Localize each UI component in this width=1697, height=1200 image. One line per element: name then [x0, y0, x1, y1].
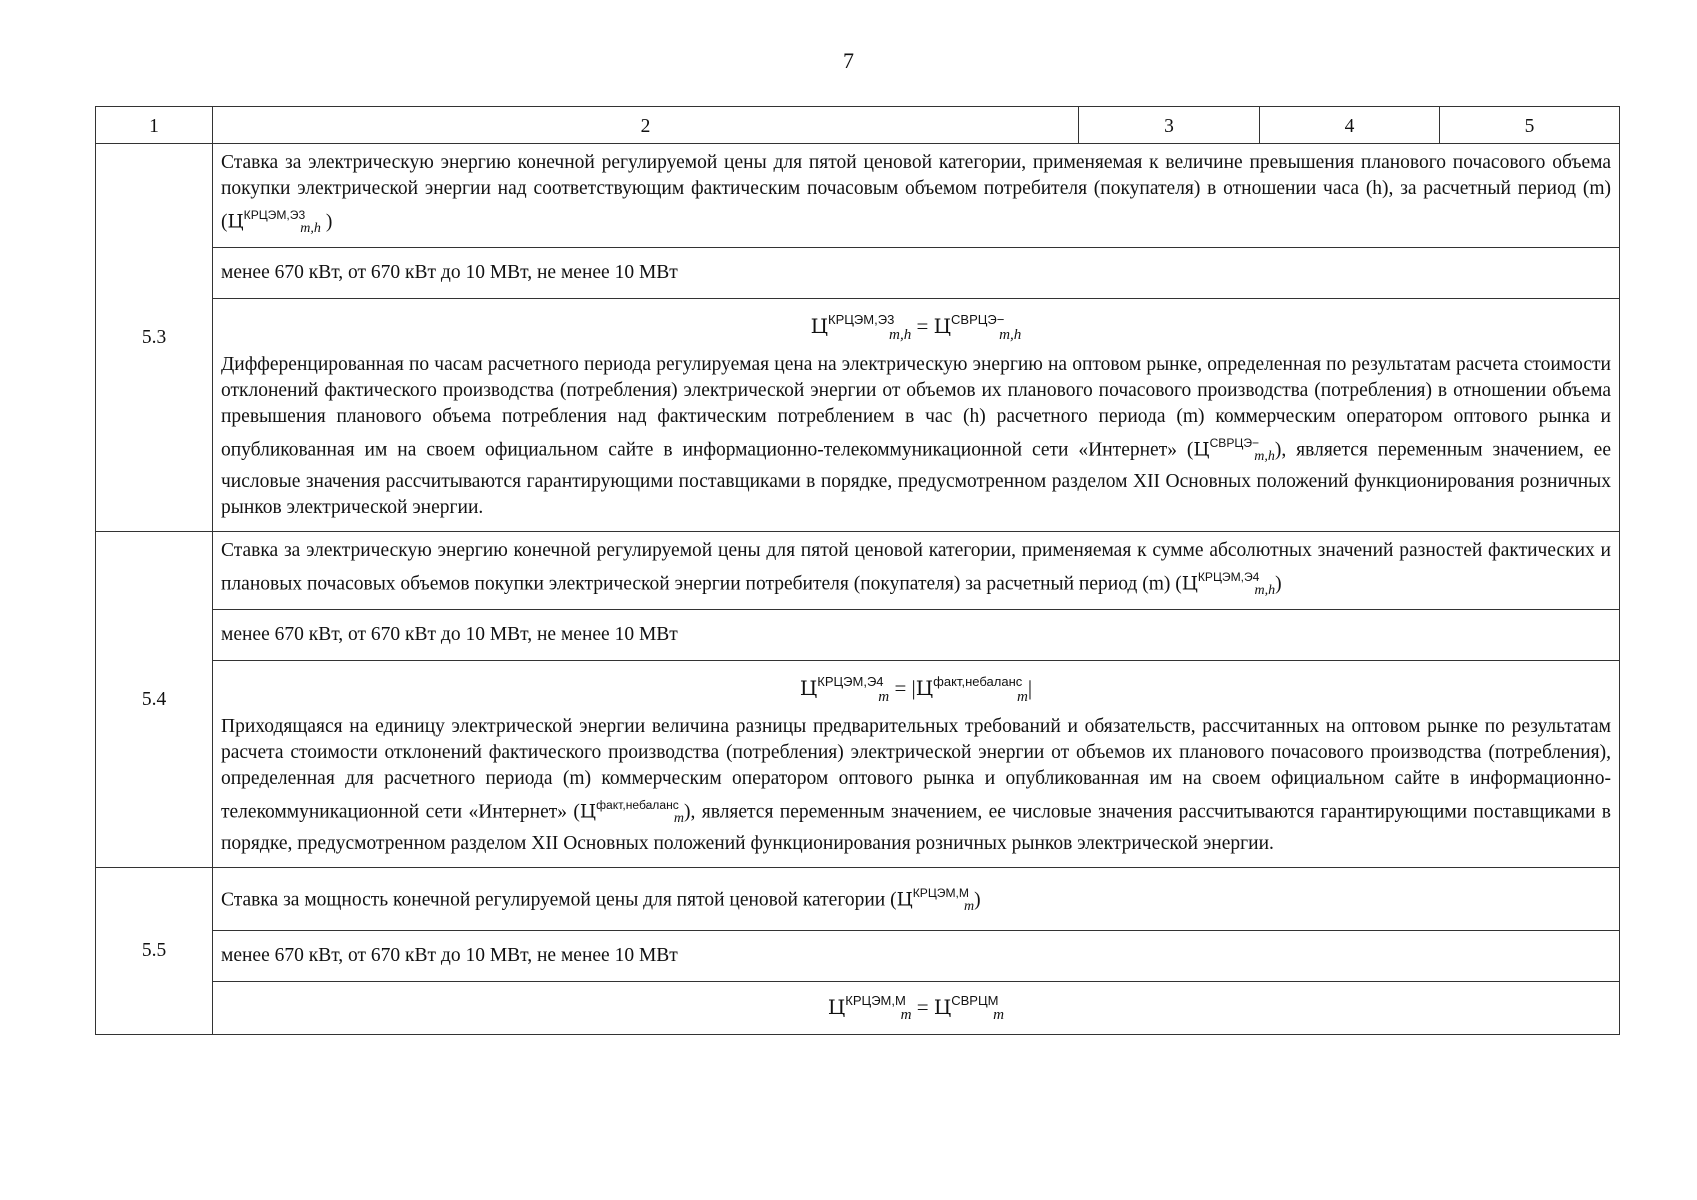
formula: $Ц^{КРЦЭМ,Э4}_m = |Ц^{факт,небаланс}_m|$	[799, 674, 1033, 705]
formula-explanation: Приходящаяся на единицу электрической энергии величина разницы предварительных требований и обязательств, рассчитанных на оптовом рынке по результатам расчета стоимости отклонений фактического производства (потребления) электрической энергии от объемов их планового почасового производства (потребления), определенная для расчетного периода (m) коммерческим оператором оптового рынка и опубликованная им на своем официальном сайте в информационно-телекоммуникационной сети «Интернет» $(Ц^{факт,небаланс}_m)$, является переменным значением, ее числовые значения рассчитываются гарантирующими поставщиками в порядке, предусмотренном разделом XII Основных положений функционирования розничных рынков электрической энергии.	[221, 715, 1611, 855]
formula-cell	[213, 299, 1620, 532]
table-row	[96, 299, 1620, 532]
row-number: 5.5	[96, 868, 213, 1035]
table-row	[96, 248, 1620, 299]
power-range: менее 670 кВт, от 670 кВт до 10 МВт, не менее 10 МВт	[213, 610, 1620, 661]
formula: $Ц^{КРЦЭМ,Э3}_{m,h} = Ц^{СВРЦЭ-}_{m,h}$	[810, 312, 1022, 343]
formula: $Ц^{КРЦЭМ,М}_m = Ц^{СВРЦМ}_m$	[213, 982, 1620, 1035]
rate-title: Ставка за электрическую энергию конечной регулируемой цены для пятой ценовой категории, применяемая к сумме абсолютных значений разностей фактических и плановых почасовых объемов покупки электрической энергии потребителя (покупателя) за расчетный период (m) $(Ц^{КРЦЭМ,Э4}_{m,h})$	[213, 532, 1620, 610]
tariff-table	[95, 106, 1620, 1035]
formula-explanation: Дифференцированная по часам расчетного периода регулируемая цена на электрическую энергию на оптовом рынке, определенная по результатам расчета стоимости отклонений фактического производства (потребления) электрической энергии от объемов их планового почасового производства (потребления) в отношении объема превышения планового объема потребления над фактическим потреблением в час (h) расчетного периода (m) коммерческим оператором оптового рынка и опубликованная им на своем официальном сайте в информационно-телекоммуникационной сети «Интернет» $(Ц^{СВРЦЭ-}_{m,h})$, является переменным значением, ее числовые значения рассчитываются гарантирующими поставщиками в порядке, предусмотренном разделом XII Основных положений функционирования розничных рынков электрической энергии.	[221, 353, 1611, 519]
table-row	[96, 610, 1620, 661]
power-range: менее 670 кВт, от 670 кВт до 10 МВт, не менее 10 МВт	[213, 931, 1620, 982]
header-row	[96, 107, 1620, 144]
header-col-1: 1	[96, 107, 213, 144]
formula-cell	[213, 661, 1620, 868]
header-col-3: 3	[1079, 107, 1260, 144]
header-col-5: 5	[1440, 107, 1620, 144]
table-row	[96, 144, 1620, 248]
rate-title: Ставка за мощность конечной регулируемой цены для пятой ценовой категории $(Ц^{КРЦЭМ,М}_m)$	[213, 868, 1620, 931]
row-number: 5.3	[96, 144, 213, 532]
header-col-2: 2	[213, 107, 1079, 144]
table-row	[96, 661, 1620, 868]
table-row	[96, 868, 1620, 931]
rate-title: Ставка за электрическую энергию конечной регулируемой цены для пятой ценовой категории, применяемая к величине превышения планового почасового объема покупки электрической энергии над соответствующим фактическим почасовым объемом потребителя (покупателя) в отношении часа (h), за расчетный период (m) ($Ц^{КРЦЭМ,Э3}_{m,h}$ )	[213, 144, 1620, 248]
page-number: 7	[843, 48, 854, 73]
table-row	[96, 982, 1620, 1035]
row-number: 5.4	[96, 532, 213, 868]
table-row	[96, 532, 1620, 610]
header-col-4: 4	[1260, 107, 1440, 144]
table-row	[96, 931, 1620, 982]
power-range: менее 670 кВт, от 670 кВт до 10 МВт, не менее 10 МВт	[213, 248, 1620, 299]
